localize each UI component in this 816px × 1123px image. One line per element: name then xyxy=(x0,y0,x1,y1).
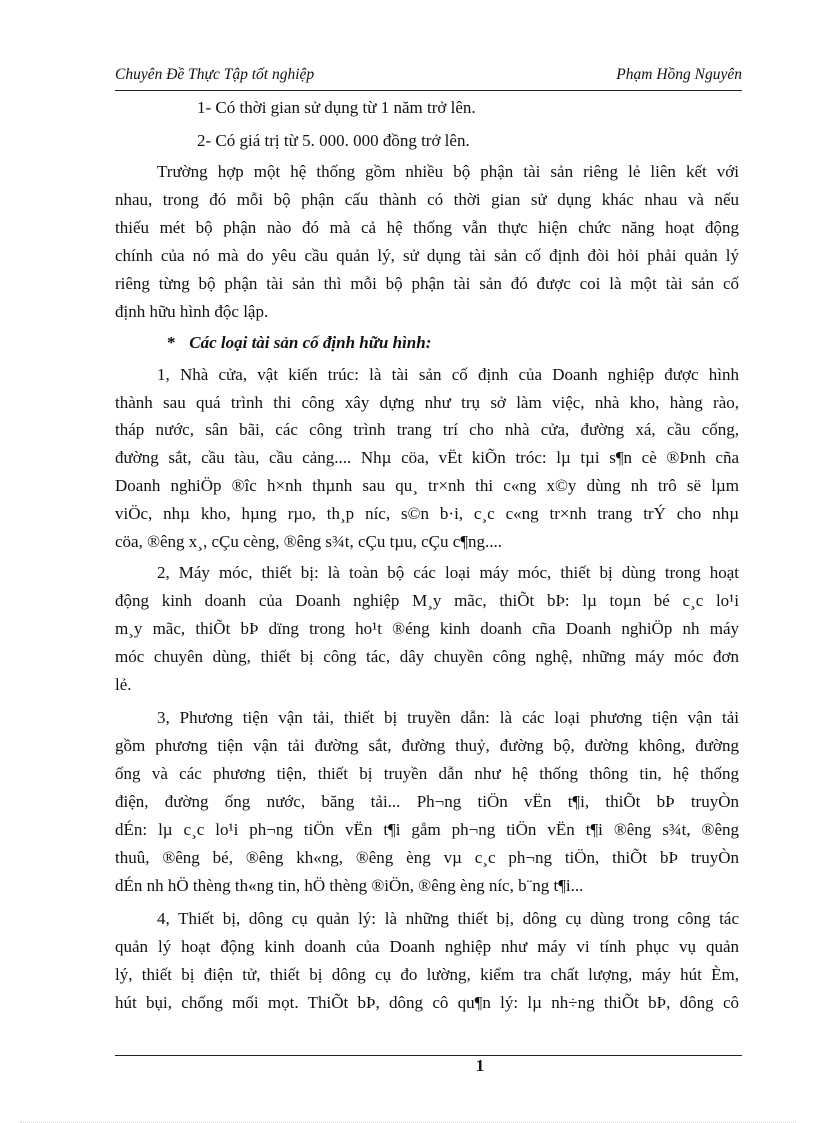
text-line: 1- Có thời gian sử dụng từ 1 năm trở lên. xyxy=(197,98,476,117)
text-line: 3, Phương tiện vận tải, thiết bị truyền dẫn: là các loại phương tiện vận tải xyxy=(157,708,739,727)
text-line: thành sau quá trình thi công xây dựng như trụ sở làm việc, nhà kho, hàng rào, xyxy=(115,393,739,412)
text-line: móc chuyên dùng, thiết bị công tác, dây chuyền công nghệ, những máy móc đơn xyxy=(115,647,739,666)
text-line: m¸y mãc, thiÕt bÞ dïng trong ho¹t ®éng kinh doanh cña Doanh nghiÖp nh máy xyxy=(115,619,739,638)
text-line: 2, Máy móc, thiết bị: là toàn bộ các loại máy móc, thiết bị dùng trong hoạt xyxy=(157,563,739,582)
text-line: lý, thiết bị điện tử, thiết bị dông cụ đo lường, kiểm tra chất lượng, máy hút Èm, xyxy=(115,965,739,984)
text-line: dÉn: lµ c¸c lo¹i ph¬ng tiÖn vËn t¶i gåm ph¬ng tiÖn vËn t¶i ®êng s¾t, ®êng xyxy=(115,820,739,839)
header-author: Phạm Hồng Nguyên xyxy=(616,66,742,83)
header-title: Chuyên Đề Thực Tập tốt nghiệp xyxy=(115,66,315,83)
text-line: quản lý hoạt động kinh doanh của Doanh nghiệp như máy vi tính phục vụ quản xyxy=(115,937,739,956)
text-line: 2- Có giá trị từ 5. 000. 000 đồng trở lên. xyxy=(197,131,470,150)
text-line: viÖc, nhµ kho, hµng rµo, th¸p níc, s©n b·i, c¸c c«ng tr×nh trang trÝ cho nhµ xyxy=(115,504,739,523)
text-line: cöa, ®êng x¸, cÇu cèng, ®êng s¾t, cÇu tµu, cÇu c¶ng.... xyxy=(115,532,503,551)
text-line: chính của nó mà do yêu cầu quản lý, sử dụng tài sản cố định đòi hỏi phải quản lý xyxy=(115,246,739,265)
text-line: định hữu hình độc lập. xyxy=(115,302,269,321)
text-line: gồm phương tiện vận tải đường sắt, đường thuỷ, đường bộ, đường không, đường xyxy=(115,736,739,755)
text-line: Trường hợp một hệ thống gồm nhiều bộ phận tài sản riêng lẻ liên kết với xyxy=(157,162,739,181)
text-line: riêng từng bộ phận tài sản thì mỗi bộ phận tài sản đó được coi là một tài sản cố xyxy=(115,274,739,293)
text-line: Doanh nghiÖp ®îc h×nh thµnh sau qu¸ tr×nh thi c«ng x©y dùng nh trô së lµm xyxy=(115,476,739,495)
text-line: dÉn nh hÖ thèng th«ng tin, hÖ thèng ®iÖn, ®êng èng níc, b¨ng t¶i... xyxy=(115,876,584,895)
text-line: đường sắt, cầu tàu, cầu cảng.... Nhµ cöa, vËt kiÕn tróc: lµ tµi s¶n cè ®Þnh cña xyxy=(115,448,739,467)
section-heading-text: Các loại tài sản cố định hữu hình: xyxy=(189,333,432,352)
text-line: hút bụi, chống mối mọt. ThiÕt bÞ, dông cô qu¶n lý: lµ nh÷ng thiÕt bÞ, dông cô xyxy=(115,993,739,1012)
text-line: động kinh doanh của Doanh nghiệp M¸y mãc, thiÕt bÞ: lµ toµn bé c¸c lo¹i xyxy=(115,591,739,610)
asterisk-bullet-icon: * xyxy=(167,333,176,352)
page-header xyxy=(115,64,742,90)
text-line: thiếu mét bộ phận nào đó mà cả hệ thống vẫn thực hiện chức năng hoạt động xyxy=(115,218,739,237)
text-line: tháp nước, sân bãi, các công trình trang trí cho nhà cửa, đường xá, cầu cống, xyxy=(115,420,739,439)
text-line: thuû, ®êng bé, ®êng kh«ng, ®êng èng vµ c¸c ph¬ng tiÖn, thiÕt bÞ truyÒn xyxy=(115,848,739,867)
section-heading xyxy=(167,331,431,355)
page-number: 1 xyxy=(475,1056,485,1075)
text-line: nhau, trong đó mỗi bộ phận cấu thành có thời gian sử dụng khác nhau và nếu xyxy=(115,190,739,209)
header-rule xyxy=(115,90,742,91)
text-line: ống và các phương tiện, thiết bị truyền dẫn như hệ thống thông tin, hệ thống xyxy=(115,764,739,783)
text-line: 1, Nhà cửa, vật kiến trúc: là tài sản cố định của Doanh nghiệp được hình xyxy=(157,365,739,384)
text-line: điện, đường ống nước, băng tải... Ph¬ng tiÖn vËn t¶i, thiÕt bÞ truyÒn xyxy=(115,792,739,811)
text-line: lẻ. xyxy=(115,675,132,694)
text-line: 4, Thiết bị, dông cụ quản lý: là những thiết bị, dông cụ dùng trong công tác xyxy=(157,909,739,928)
